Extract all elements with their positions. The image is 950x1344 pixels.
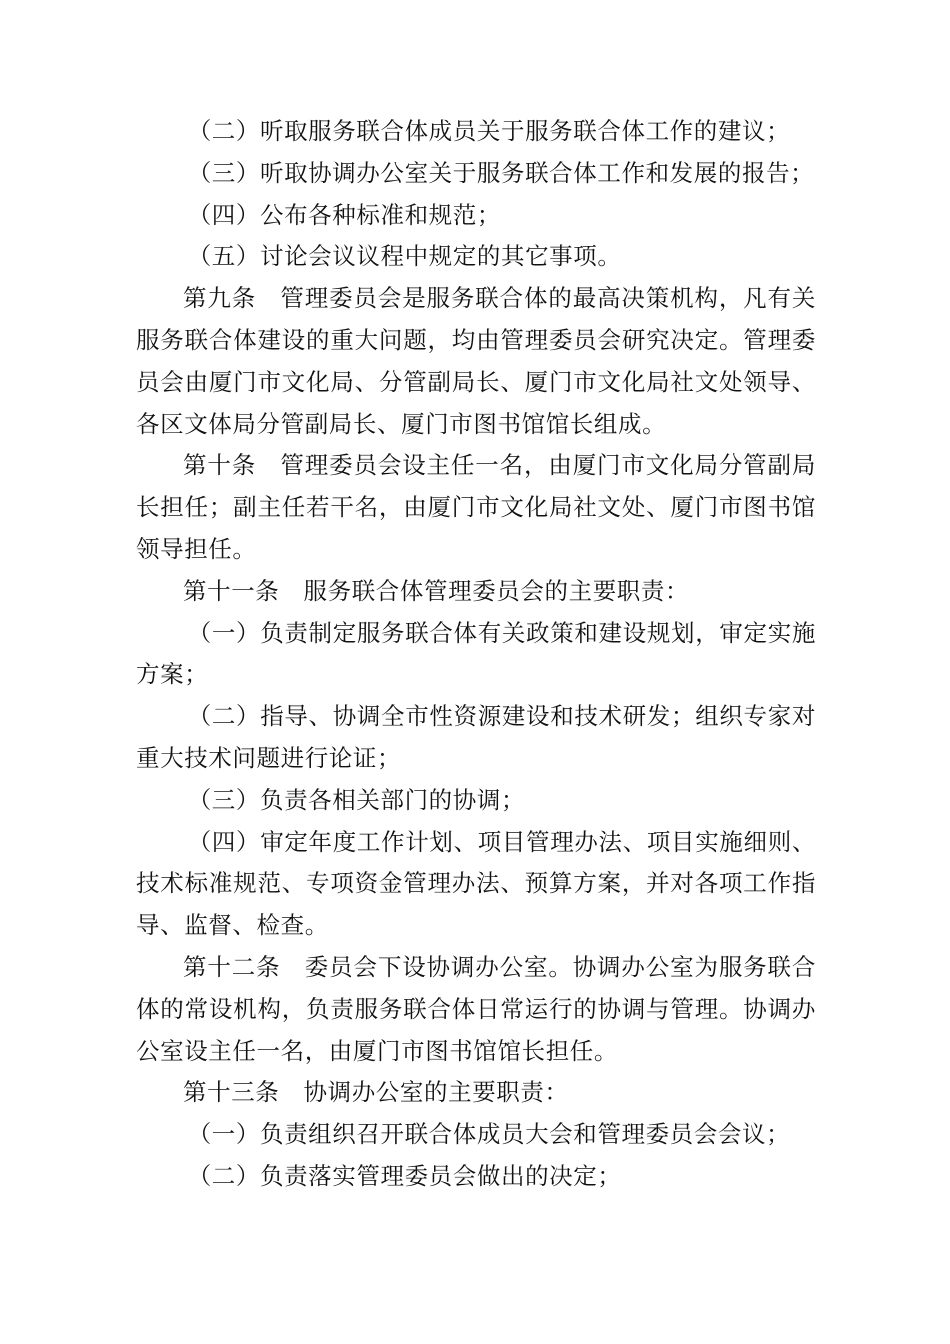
article-paragraph: 第十三条 协调办公室的主要职责： bbox=[183, 1078, 569, 1107]
article-paragraph: 第十二条 委员会下设协调办公室。协调办公室为服务联合体的常设机构，负责服务联合体日常运行的协调与管理。协调办公室设主任一名，由厦门市图书馆馆长担任。 bbox=[136, 952, 816, 1065]
paragraph: （五）讨论会议议程中规定的其它事项。 bbox=[187, 242, 622, 271]
paragraph: （三）听取协调办公室关于服务联合体工作和发展的报告； bbox=[187, 158, 815, 187]
paragraph: （一）负责制定服务联合体有关政策和建设规划，审定实施方案； bbox=[136, 618, 816, 689]
paragraph: （四）公布各种标准和规范； bbox=[187, 200, 501, 229]
paragraph: （三）负责各相关部门的协调； bbox=[187, 785, 526, 814]
article-paragraph: 第十一条 服务联合体管理委员会的主要职责： bbox=[183, 576, 690, 605]
paragraph: （一）负责组织召开联合体成员大会和管理委员会会议； bbox=[187, 1120, 791, 1149]
paragraph: （二）听取服务联合体成员关于服务联合体工作的建议； bbox=[187, 117, 791, 145]
document-body bbox=[136, 111, 816, 1198]
article-paragraph: 第九条 管理委员会是服务联合体的最高决策机构，凡有关服务联合体建设的重大问题，均由管理委员会研究决定。管理委员会由厦门市文化局、分管副局长、厦门市文化局社文处领导、各区文体局分管副局长、厦门市图书馆馆长组成。 bbox=[136, 284, 816, 438]
paragraph: （二）指导、协调全市性资源建设和技术研发；组织专家对重大技术问题进行论证； bbox=[136, 702, 816, 772]
article-paragraph: 第十条 管理委员会设主任一名，由厦门市文化局分管副局长担任；副主任若干名，由厦门市文化局社文处、厦门市图书馆领导担任。 bbox=[136, 451, 816, 563]
paragraph: （二）负责落实管理委员会做出的决定； bbox=[187, 1161, 622, 1190]
paragraph: （四）审定年度工作计划、项目管理办法、项目实施细则、技术标准规范、专项资金管理办法、预算方案，并对各项工作指导、监督、检查。 bbox=[136, 827, 816, 940]
